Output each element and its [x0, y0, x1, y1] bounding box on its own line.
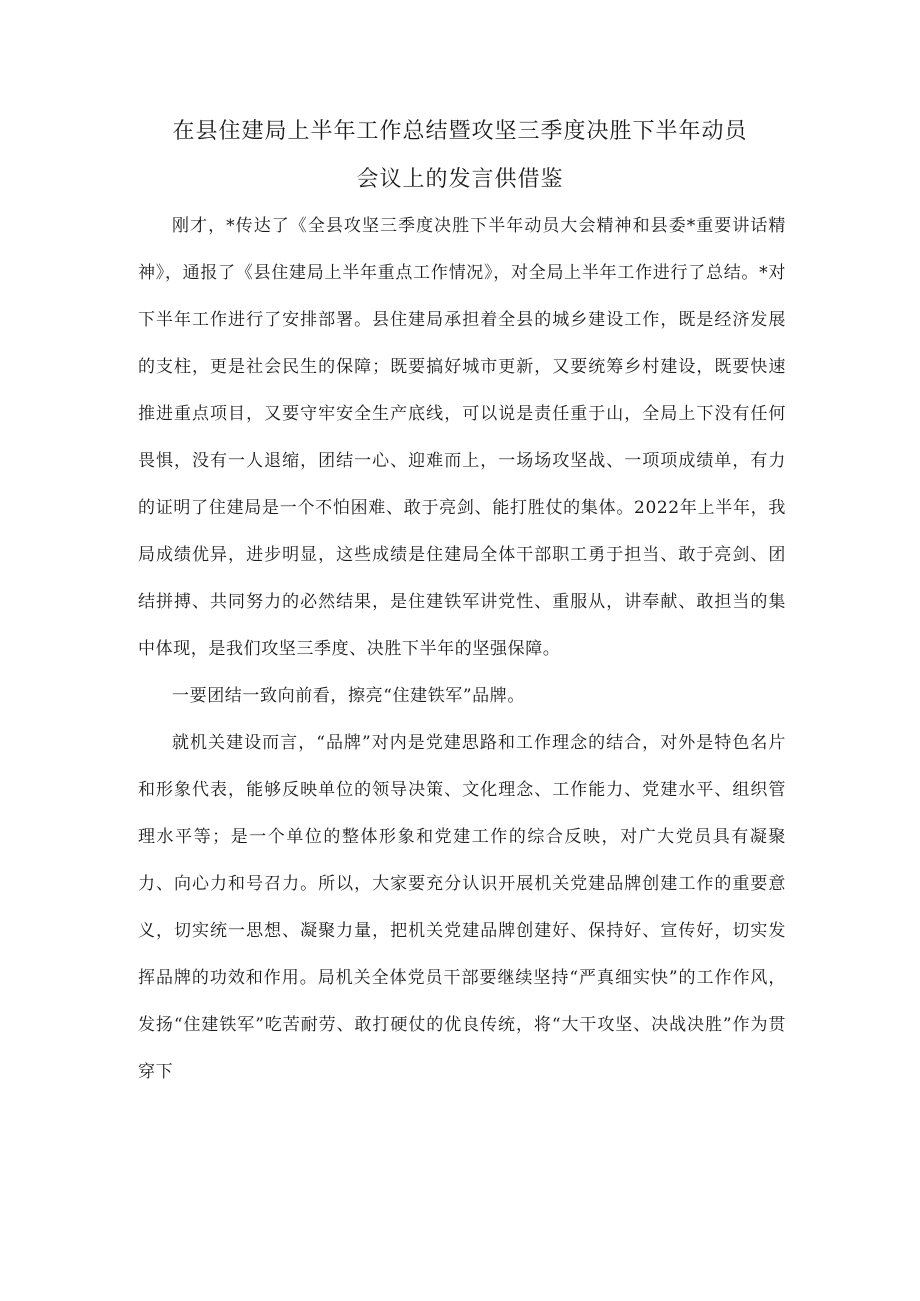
paragraph-opening: 刚才，*传达了《全县攻坚三季度决胜下半年动员大会精神和县委*重要讲话精神》，通报了《县住建局上半年重点工作情况》，对全局上半年工作进行了总结。*对下半年工作进行了安排部署。县住建局承担着全县的城乡建设工作，既是经济发展的支柱，更是社会民生的保障；既要搞好城市更新，又要统筹乡村建设，既要快速推进重点项目，又要守牢安全生产底线，可以说是责任重于山，全局上下没有任何畏惧，没有一人退缩，团结一心、迎难而上，一场场攻坚战、一项项成绩单，有力的证明了住建局是一个不怕困难、敢于亮剑、能打胜仗的集体。2022年上半年，我局成绩优异，进步明显，这些成绩是住建局全体干部职工勇于担当、敢于亮剑、团结拼搏、共同努力的必然结果，是住建铁军讲党性、重服从，讲奉献、敢担当的集中体现，是我们攻坚三季度、决胜下半年的坚强保障。: [138, 216, 786, 659]
document-title-line-1: 在县住建局上半年工作总结暨攻坚三季度决胜下半年动员: [172, 119, 748, 144]
document-body: [138, 203, 786, 1096]
paragraph-brand: 就机关建设而言，“品牌”对内是党建思路和工作理念的结合，对外是特色名片和形象代表，能够反映单位的领导决策、文化理念、工作能力、党建水平、组织管理水平等；是一个单位的整体形象和党建工作的综合反映，对广大党员具有凝聚力、向心力和号召力。所以，大家要充分认识开展机关党建品牌创建工作的重要意义，切实统一思想、凝聚力量，把机关党建品牌创建好、保持好、宣传好，切实发挥品牌的功效和作用。局机关全体党员干部要继续坚持“严真细实快”的工作作风，发扬“住建铁军”吃苦耐劳、敢打硬仗的优良传统，将“大干攻坚、决战决胜”作为贯穿下: [138, 733, 786, 1082]
paragraph-heading-1: 一要团结一致向前看，擦亮“住建铁军”品牌。: [172, 686, 525, 706]
document-title-line-2: 会议上的发言供借鉴: [356, 167, 564, 192]
